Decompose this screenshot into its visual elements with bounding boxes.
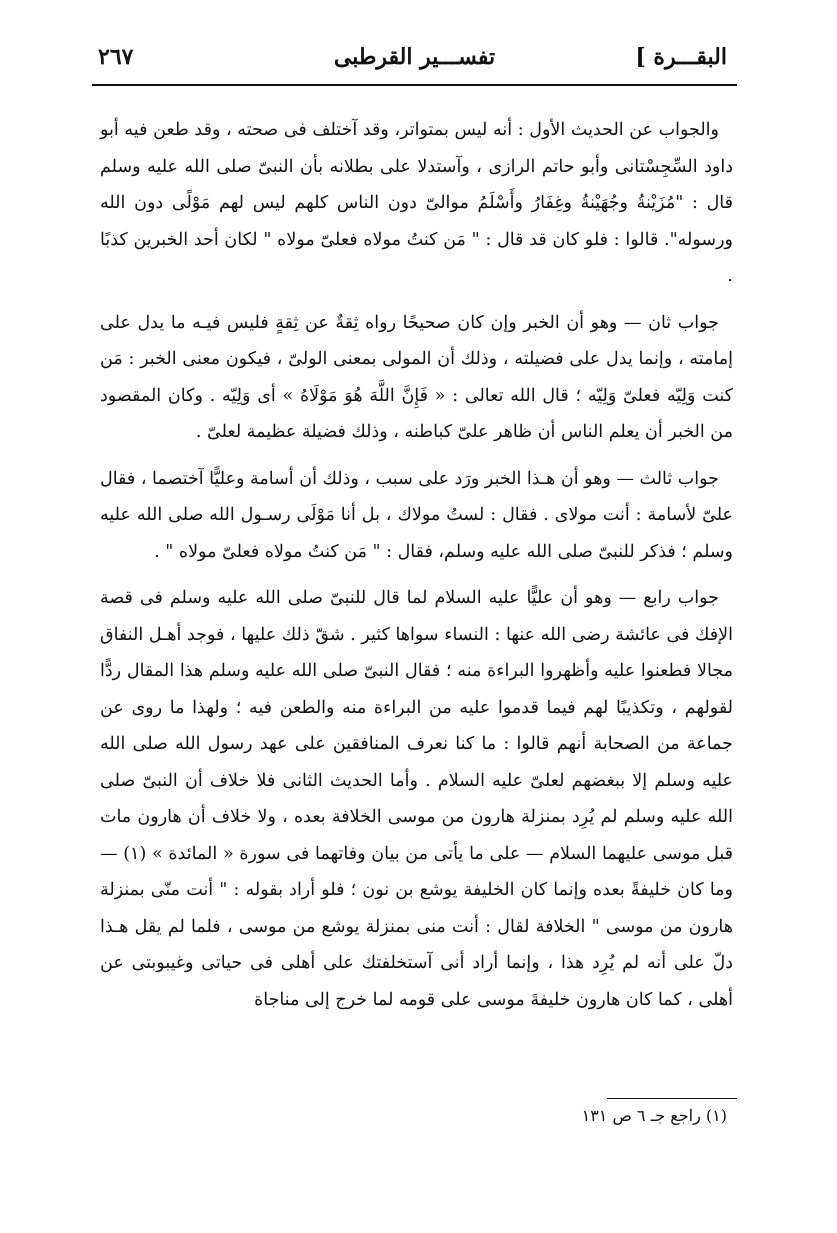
running-header	[92, 40, 737, 80]
main-text	[100, 112, 733, 1028]
paragraph: جواب ثالث — وهو أن هـذا الخبر ورَد على سبب ، وذلك أن أسامة وعليًّا آختصما ، فقال علىّ لأسامة : أنت مولاى . فقال : لستُ مولاك ، بل أنا مَوْلَى رسـول الله صلى الله عليه وسلم ؛ فذكر للنبىّ صلى الله عليه وسلم، فقال : " مَن كنتُ مولاه فعلىّ مولاه " .	[100, 468, 733, 562]
paragraph: جواب ثان — وهو أن الخبر وإن كان صحيحًا رواه ثِقةٌ عن ثِقةٍ فليس فيـه ما يدل على إمامته ، وإنما يدل على فضيلته ، وذلك أن المولى بمعنى الولىّ ، فيكون معنى الخبر : مَن كنت وَلِيّه فعلىّ وَلِيّه ؛ قال الله تعالى : « فَإِنَّ اللَّهَ هُوَ مَوْلَاهُ » أى وَلِيّه . وكان المقصود من الخبر أن يعلم الناس أن ظاهر علىّ كباطنه ، وذلك فضيلة عظيمة لعلىّ .	[100, 312, 733, 442]
header-surah-name: البقـــرة ]	[635, 44, 727, 70]
header-page-number: ٢٦٧	[98, 44, 134, 70]
paragraph: والجواب عن الحديث الأول : أنه ليس بمتواتر، وقد آختلف فى صحته ، وقد طعن فيه أبو داود السِّجِسْتانى وأبو حاتم الرازى ، وآستدلا على بطلانه بأن النبىّ صلى الله عليه وسلم قال : "مُزَيْنةُ وجُهَيْنةُ وغِفَارُ وأَسْلَمُ موالىّ دون الناس كلهم ليس لهم مَوْلًى دون الله ورسوله". قالوا : فلو كان قد قال : " مَن كنتُ مولاه فعلىّ مولاه " لكان أحد الخبرين كذبًا .	[100, 120, 733, 286]
footnote: (١) راجع جـ ٦ ص ١٣١	[581, 1106, 727, 1125]
header-book-title: تفســـير القرطبى	[333, 44, 496, 70]
paragraph: جواب رابع — وهو أن عليًّا عليه السلام لما قال للنبىّ صلى الله عليه وسلم فى قصة الإفك فى عائشة رضى الله عنها : النساء سواها كثير . شقّ ذلك عليها ، فوجد أهـل النفاق مجالا فطعنوا عليه وأظهروا البراءة منه ؛ فقال النبىّ صلى الله عليه وسلم هذا المقال ردًّا لقولهم ، وتكذيبًا لهم فيما قدموا عليه من البراءة منه والطعن فيه ؛ ولهذا ما روى عن جماعة من الصحابة أنهم قالوا : ما كنا نعرف المنافقين على عهد رسول الله صلى الله عليه وسلم إلا ببغضهم لعلىّ عليه السلام . وأما الحديث الثانى فلا خلاف أن النبىّ صلى الله عليه وسلم لم يُرِد بمنزلة هارون من موسى الخلافة بعده ، ولا خلاف أن هارون مات قبل موسى عليهما السلام — على ما يأتى من بيان وفاتهما فى سورة « المائدة » (١) — وما كان خليفةً بعده وإنما كان الخليفة يوشع بن نون ؛ فلو أراد بقوله : " أنت منّى بمنزلة هارون من موسى " الخلافة لقال : أنت منى بمنزلة يوشع من موسى ، فلما لم يقل هـذا دلّ على أنه لم يُرِد هذا ، وإنما أراد أنى آستخلفتك على أهلى فى حياتى وغيبوبتى عن أهلى ، كما كان هارون خليفةَ موسى على قومه لما خرج إلى مناجاة	[100, 588, 733, 1010]
footnote-divider	[607, 1098, 737, 1099]
header-divider	[92, 84, 737, 86]
